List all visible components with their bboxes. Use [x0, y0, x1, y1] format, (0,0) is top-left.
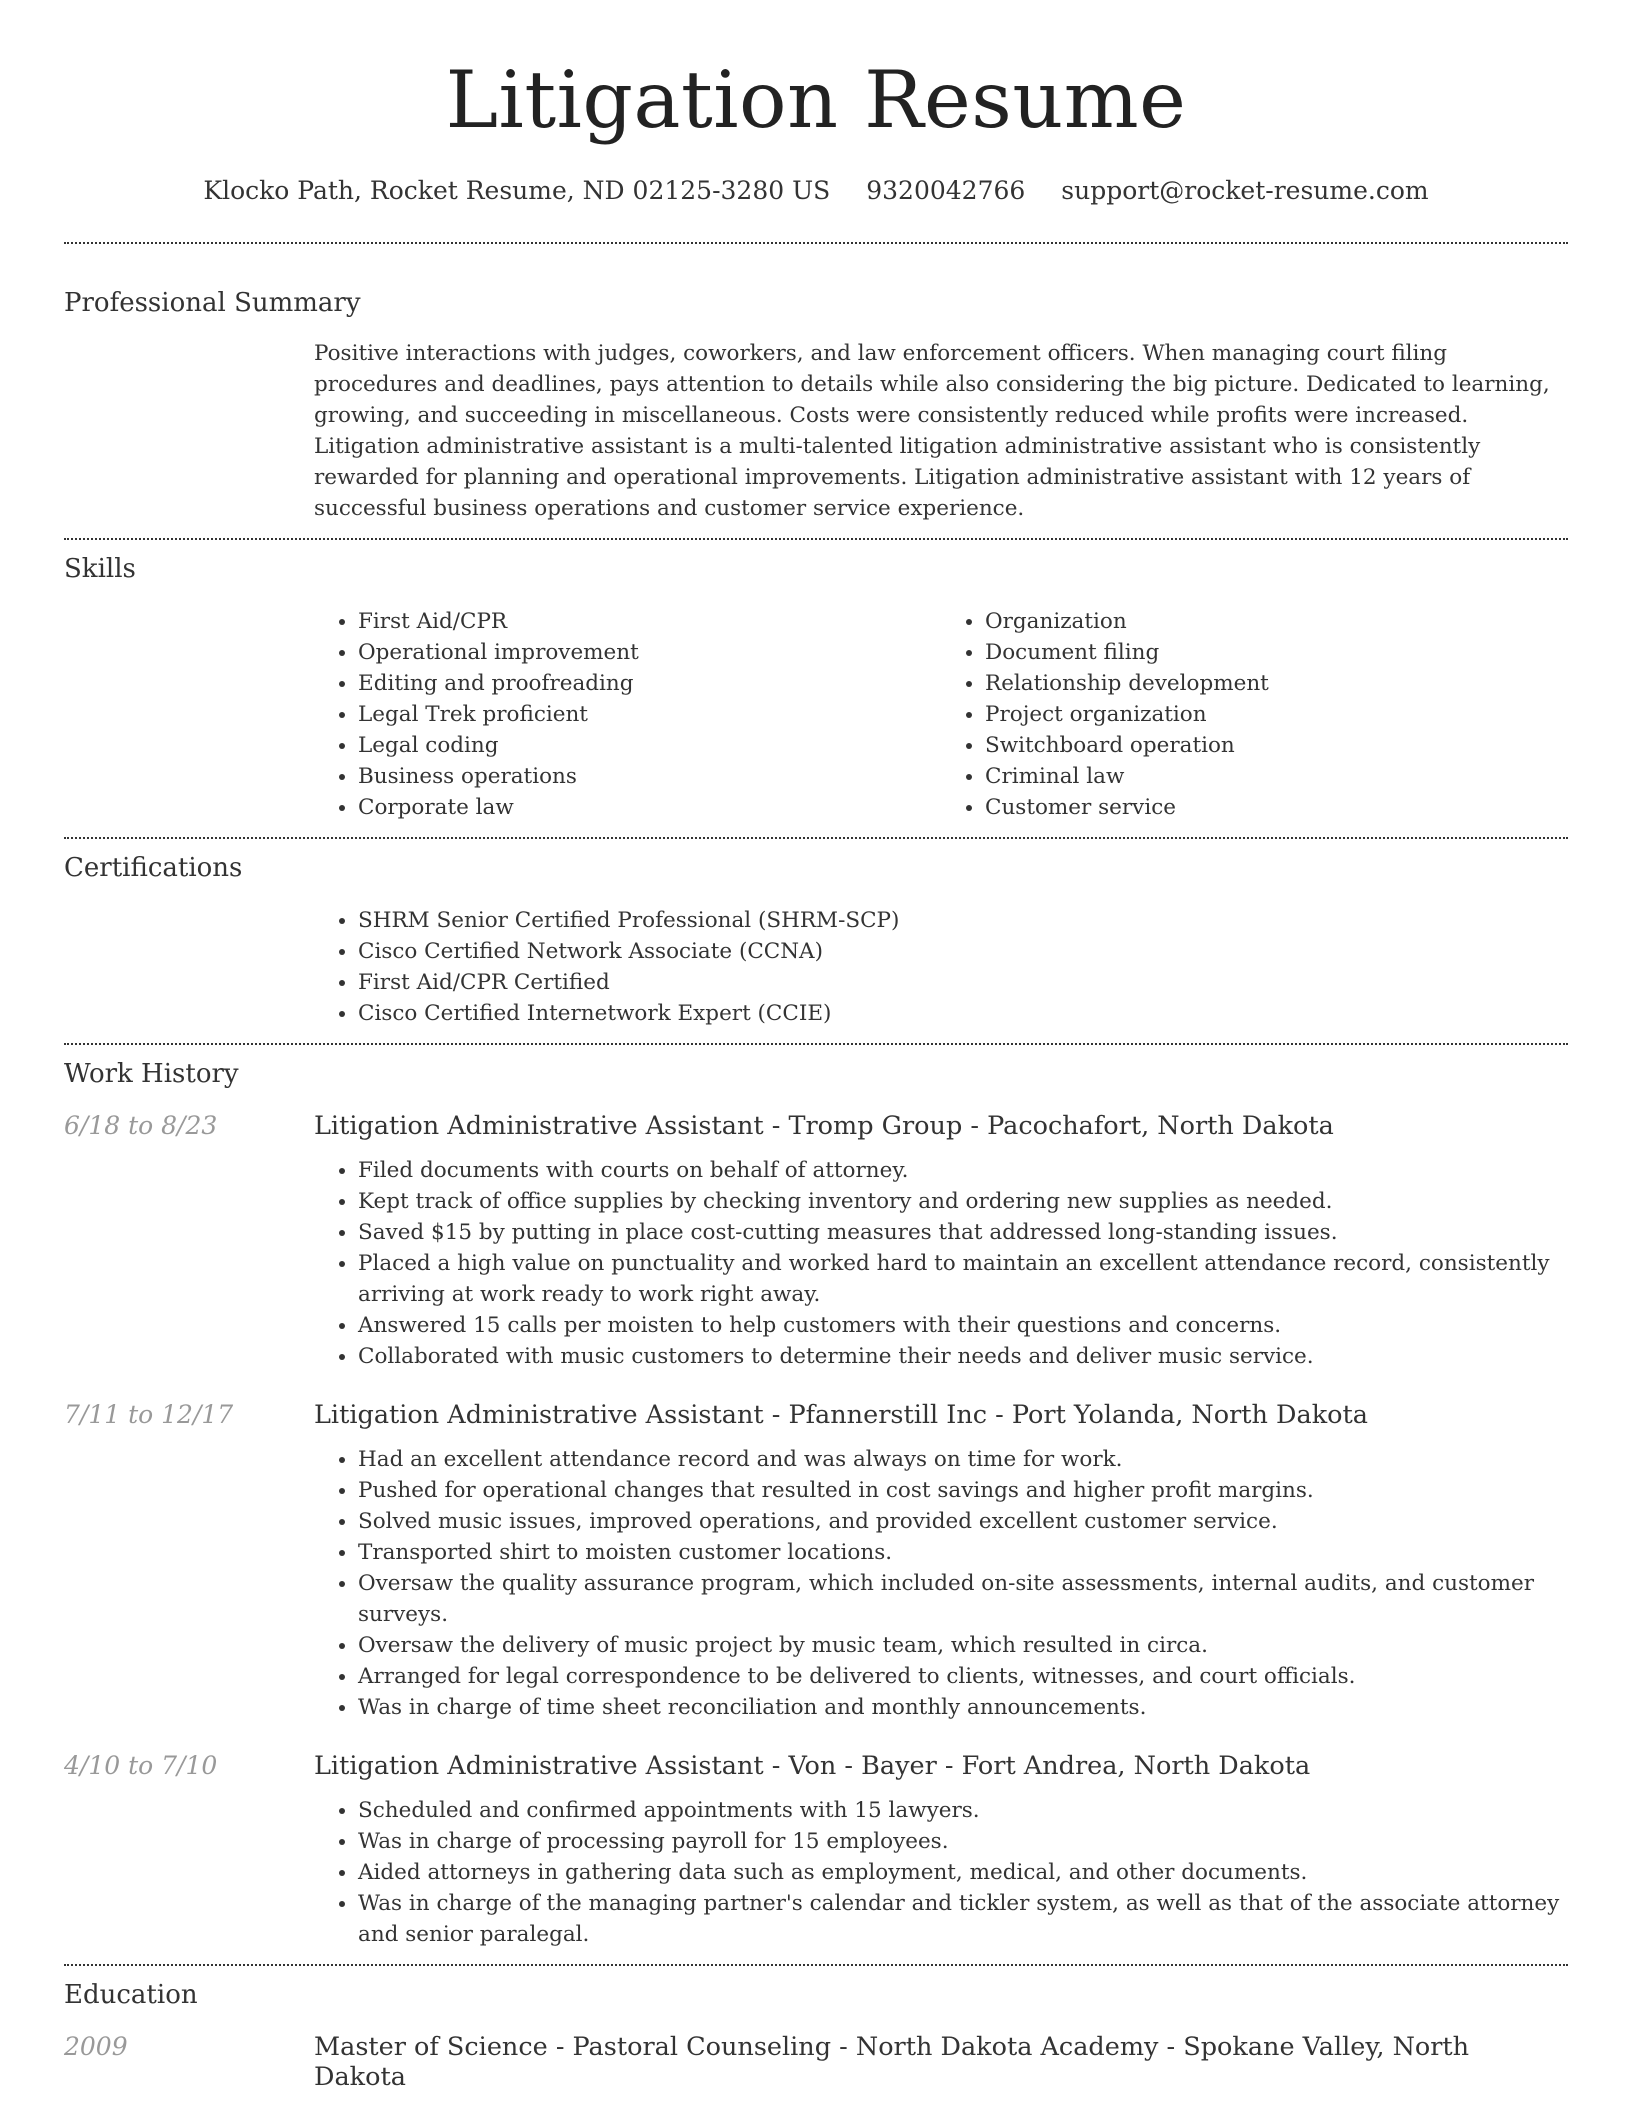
skill-item: • Business operations	[358, 761, 941, 792]
education-section	[64, 1978, 1568, 2092]
summary-heading: Professional Summary	[64, 288, 361, 318]
work-history-heading: Work History	[64, 1059, 239, 1089]
skill-item: • Project organization	[985, 699, 1568, 730]
skill-item: • Operational improvement	[358, 637, 941, 668]
skills-list-right	[941, 606, 1568, 823]
skills-grid	[314, 606, 1568, 823]
education-title: Master of Science - Pastoral Counseling - North Dakota Academy - Spokane Valley, North Dakota	[314, 2032, 1470, 2092]
certifications-list	[314, 905, 1568, 1029]
section-divider	[64, 1964, 1568, 1966]
job-header	[64, 1111, 1568, 1141]
skills-list-left	[314, 606, 941, 823]
contact-address: Klocko Path, Rocket Resume, ND 02125-3280 US	[203, 176, 831, 205]
skills-section	[64, 552, 1568, 823]
job-bullet: • Transported shirt to moisten customer locations.	[358, 1537, 1568, 1568]
skill-item: • First Aid/CPR	[358, 606, 941, 637]
job-bullet: • Kept track of office supplies by checking inventory and ordering new supplies as needed.	[358, 1186, 1568, 1217]
education-date: 2009	[64, 2032, 128, 2061]
certification-item: • Cisco Certified Internetwork Expert (CCIE)	[358, 998, 1568, 1029]
job-bullet: • Was in charge of processing payroll for 15 employees.	[358, 1826, 1568, 1857]
contact-phone: 9320042766	[866, 176, 1026, 205]
skill-item: • Switchboard operation	[985, 730, 1568, 761]
job-bullet: • Oversaw the delivery of music project by music team, which resulted in circa.	[358, 1630, 1568, 1661]
job-entry	[64, 1400, 1568, 1723]
job-bullet: • Had an excellent attendance record and was always on time for work.	[358, 1444, 1568, 1475]
job-entry	[64, 1111, 1568, 1372]
summary-text: Positive interactions with judges, coworkers, and law enforcement officers. When managing court filing procedures and deadlines, pays attention to details while also considering the big picture. Dedicated to learning, growing, and succeeding in miscellaneous. Costs were consistently reduced while profits were increased. Litigation administrative assistant is a multi-talented litigation administrative assistant who is consistently rewarded for planning and operational improvements. Litigation administrative assistant with 12 years of successful business operations and customer service experience.	[314, 341, 1550, 521]
skill-item: • Organization	[985, 606, 1568, 637]
job-date: 6/18 to 8/23	[64, 1111, 218, 1140]
job-bullets	[314, 1444, 1568, 1723]
job-bullet: • Saved $15 by putting in place cost-cutting measures that addressed long-standing issues.	[358, 1217, 1568, 1248]
skill-item: • Legal coding	[358, 730, 941, 761]
skill-item: • Criminal law	[985, 761, 1568, 792]
job-header	[64, 1400, 1568, 1430]
job-bullet: • Aided attorneys in gathering data such as employment, medical, and other documents.	[358, 1857, 1568, 1888]
certifications-heading: Certifications	[64, 853, 243, 883]
job-bullet: • Collaborated with music customers to determine their needs and deliver music service.	[358, 1341, 1568, 1372]
certification-item: • Cisco Certified Network Associate (CCNA)	[358, 936, 1568, 967]
education-heading: Education	[64, 1980, 198, 2010]
job-date: 7/11 to 12/17	[64, 1400, 234, 1429]
contact-line	[64, 174, 1568, 208]
job-title: Litigation Administrative Assistant - Tromp Group - Pacochafort, North Dakota	[314, 1111, 1334, 1141]
job-title: Litigation Administrative Assistant - Pfannerstill Inc - Port Yolanda, North Dakota	[314, 1400, 1368, 1430]
job-bullets	[314, 1795, 1568, 1950]
summary-section	[64, 286, 1568, 524]
job-date: 4/10 to 7/10	[64, 1751, 218, 1780]
job-bullet: • Pushed for operational changes that resulted in cost savings and higher profit margins.	[358, 1475, 1568, 1506]
resume-title: Litigation Resume	[445, 54, 1187, 146]
education-entry	[64, 2032, 1568, 2092]
certification-item: • SHRM Senior Certified Professional (SHRM-SCP)	[358, 905, 1568, 936]
section-divider	[64, 1043, 1568, 1045]
job-bullets	[314, 1155, 1568, 1372]
section-divider	[64, 837, 1568, 839]
skill-item: • Relationship development	[985, 668, 1568, 699]
skill-item: • Editing and proofreading	[358, 668, 941, 699]
skill-item: • Legal Trek proficient	[358, 699, 941, 730]
section-divider	[64, 538, 1568, 540]
skills-heading: Skills	[64, 554, 136, 584]
job-entry	[64, 1751, 1568, 1950]
job-bullet: • Placed a high value on punctuality and worked hard to maintain an excellent attendance record, consistently arriving at work ready to work right away.	[358, 1248, 1568, 1310]
section-divider	[64, 242, 1568, 244]
job-bullet: • Was in charge of time sheet reconciliation and monthly announcements.	[358, 1692, 1568, 1723]
job-title: Litigation Administrative Assistant - Von - Bayer - Fort Andrea, North Dakota	[314, 1751, 1311, 1781]
contact-email: support@rocket-resume.com	[1061, 176, 1429, 205]
skill-item: • Document filing	[985, 637, 1568, 668]
job-header	[64, 1751, 1568, 1781]
job-bullet: • Solved music issues, improved operations, and provided excellent customer service.	[358, 1506, 1568, 1537]
job-bullet: • Answered 15 calls per moisten to help customers with their questions and concerns.	[358, 1310, 1568, 1341]
job-bullet: • Arranged for legal correspondence to be delivered to clients, witnesses, and court officials.	[358, 1661, 1568, 1692]
skill-item: • Customer service	[985, 792, 1568, 823]
work-history-section	[64, 1057, 1568, 1950]
certification-item: • First Aid/CPR Certified	[358, 967, 1568, 998]
job-bullet: • Was in charge of the managing partner's calendar and tickler system, as well as that of the associate attorney and senior paralegal.	[358, 1888, 1568, 1950]
job-bullet: • Oversaw the quality assurance program, which included on-site assessments, internal audits, and customer surveys.	[358, 1568, 1568, 1630]
skill-item: • Corporate law	[358, 792, 941, 823]
job-bullet: • Filed documents with courts on behalf of attorney.	[358, 1155, 1568, 1186]
certifications-section	[64, 851, 1568, 1029]
job-bullet: • Scheduled and confirmed appointments with 15 lawyers.	[358, 1795, 1568, 1826]
